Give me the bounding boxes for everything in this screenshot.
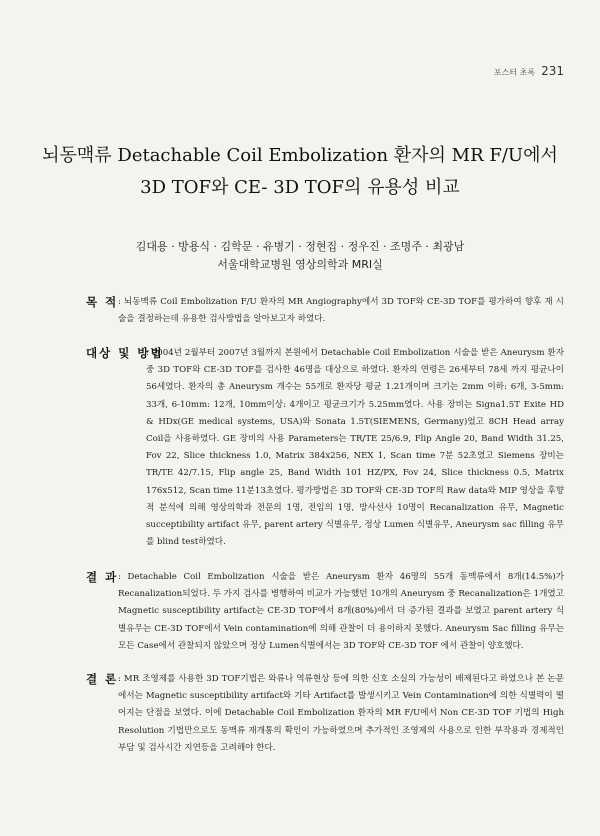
- section-text-method: : 2004년 2월부터 2007년 3월까지 본원에서 Detachable Coil Embolization 시술을 받은 Aneurysm 환자 중 3D TOF와 CE-3D TOF를 검사한 46명을 대상으로 하였다. 환자의 연령은 26세부터 78세 까지 평균나이 56세였다. 환자의 총 Aneurysm 개수는 55개로 환자당 평균 1.21개이며 크기는 2mm 이하: 6개, 3-5mm: 33개, 6-10mm: 12개, 10mm이상: 4개이고 평균크기가 5.25mm였다. 사용 장비는 Signa1.5T Exite HD & HDx(GE medical systems, USA)와 Sonata 1.5T(SIEMENS, Germany)었고 8CH Head array Coil을 사용하였다. GE 장비의 사용 Parameters는 TR/TE 25/6.9, Flip Angle 20, Band Width 31.25, Fov 22, Slice thickness 1.0, Matrix 384x256, NEX 1, Scan time 7분 52초였고 Siemens 장비는 TR/TE 42/7.15, Flip angle 25, Band Width 101 HZ/PX, Fov 24, Slice thickness 0.5, Matrix 176x512, Scan time 11분13초였다. 평가방법은 3D TOF와 CE-3D TOF의 Raw data와 MIP 영상을 후향적 분석에 의해 영상의학과 전문의 1명, 전임의 1명, 방사선사 10명이 Recanalization 유무, Magnetic succeptibility artifact 유무, parent artery 식별유무, 정상 Lumen 식별유무, Aneurysm sac filling 유무를 blind test하였다.: [146, 348, 564, 548]
- section-text-conclusion: : MR 조영제를 사용한 3D TOF기법은 와류나 역류현상 등에 의한 신호 소실의 가능성이 배제된다고 하였으나 본 논문에서는 Magnetic susceptibility artifact와 기타 Artifact를 발생시키고 Vein Contamination에 의한 식별력이 떨어지는 단점을 보였다. 이에 Detachable Coil Embolization 환자의 MR F/U에서 Non CE-3D TOF 기법의 High Resolution 기법만으로도 동맥류 재개통의 확인이 가능하였으며 추가적인 조영제의 사용으로 인한 부작용과 경제적인 부담 및 검사시간 지연등을 고려해야 한다.: [118, 674, 564, 753]
- section-method: [88, 345, 564, 551]
- paper-title: [40, 140, 560, 204]
- section-label-conclusion: 결 론: [86, 672, 119, 686]
- section-text-result: : Detachable Coil Embolization 시술을 받은 Aneurysm 환자 46명의 55개 동맥류에서 8개(14.5%)가 Recanalization되었다. 두 가지 검사를 병행하여 비교가 가능했던 10개의 Aneurysm 중 Recanalization은 1개였고 Magnetic susceptibility artifact는 CE-3D TOF에서 8개(80%)에서 더 증가된 결과를 보였고 parent artery 식별유무는 CE-3D TOF에서 Vein contamination에 의해 관찰이 더 용이하지 못했다. Aneurysm Sac filling 유무는 모든 Case에서 관찰되지 않았으며 정상 Lumen식별에서는 3D TOF와 CE-3D TOF 에서 관찰이 양호했다.: [118, 572, 564, 651]
- title-line-2: 3D TOF와 CE- 3D TOF의 유용성 비교: [140, 177, 460, 198]
- section-text-purpose: : 뇌동맥류 Coil Embolization F/U 환자의 MR Angiography에서 3D TOF와 CE-3D TOF를 평가하여 향후 재 시술을 결정하는데 유용한 검사방법을 알아보고자 하였다.: [118, 297, 564, 325]
- page-header: [494, 64, 564, 78]
- page-number: 231: [541, 64, 564, 78]
- section-conclusion: [88, 671, 564, 757]
- section-label-purpose: 목 적: [86, 295, 119, 309]
- section-purpose: [88, 294, 564, 328]
- section-label-result: 결 과: [86, 570, 119, 584]
- title-line-1: 뇌동맥류 Detachable Coil Embolization 환자의 MR F/U에서: [42, 145, 558, 166]
- affiliation: 서울대학교병원 영상의학과 MRI실: [217, 258, 383, 271]
- section-label: 포스터 초록: [493, 68, 536, 77]
- authors: 김대용 · 방용식 · 김학문 · 유병기 · 정현집 · 정우진 · 조명주 · 최광남: [135, 240, 465, 253]
- section-result: [88, 569, 564, 655]
- section-label-method: 대상 및 방법: [86, 346, 164, 360]
